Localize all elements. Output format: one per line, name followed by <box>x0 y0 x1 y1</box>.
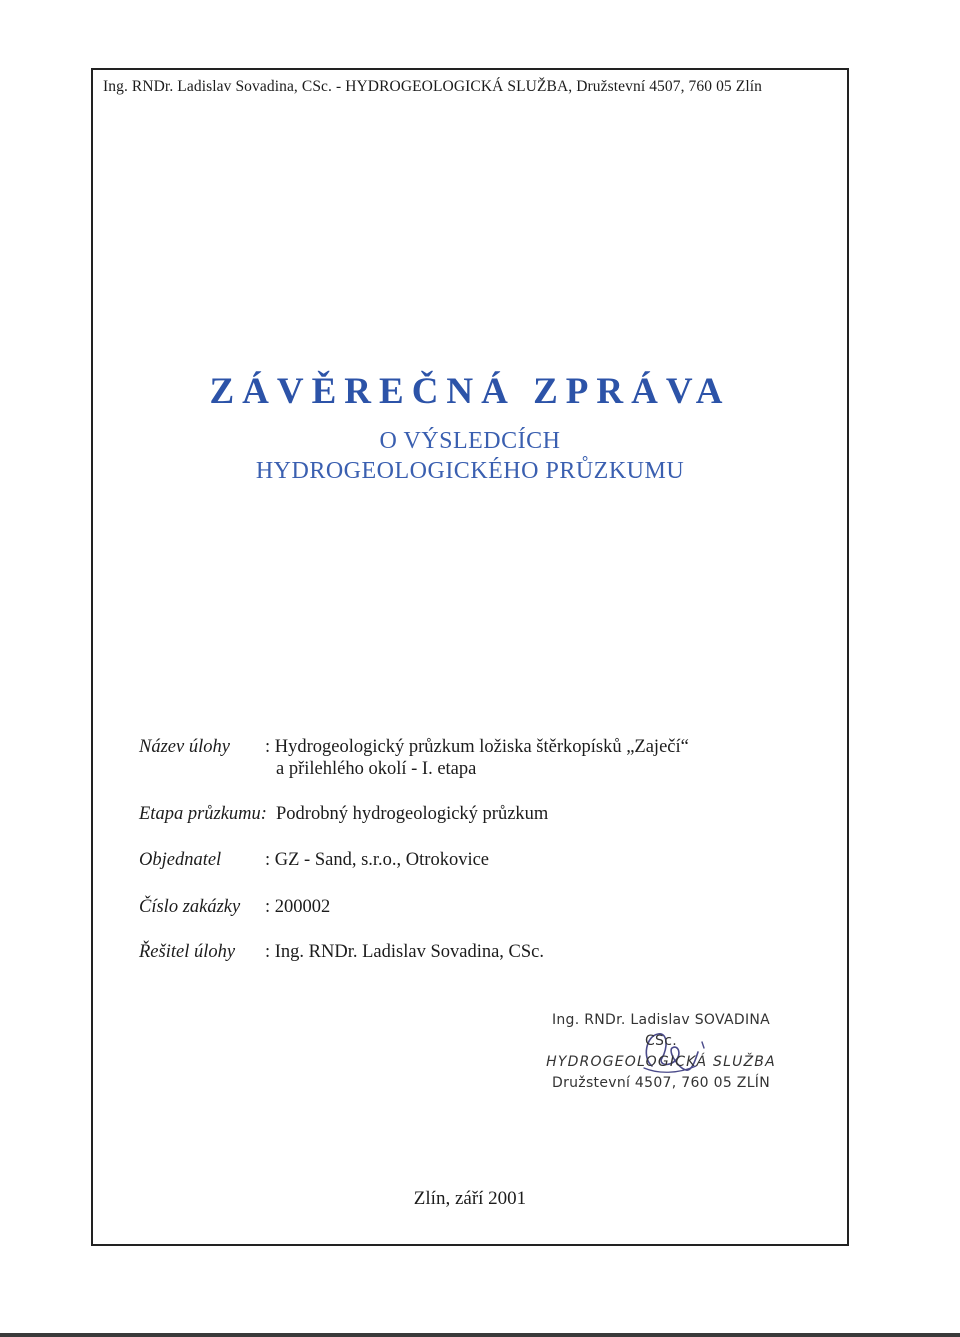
letterhead: Ing. RNDr. Ladislav Sovadina, CSc. - HYDROGEOLOGICKÁ SLUŽBA, Družstevní 4507, 760 05 Zlín <box>103 78 762 95</box>
stamp-name: Ing. RNDr. Ladislav SOVADINA CSc. <box>551 1012 771 1049</box>
report-title: ZÁVĚREČNÁ ZPRÁVA <box>209 371 731 412</box>
client-value: : GZ - Sand, s.r.o., Otrokovice <box>265 850 490 870</box>
solver-value: : Ing. RNDr. Ladislav Sovadina, CSc. <box>265 942 545 962</box>
report-subtitle-line1: O VÝSLEDCÍCH <box>379 428 561 454</box>
solver-label: Řešitel úlohy <box>139 942 236 962</box>
official-stamp <box>541 1010 781 1094</box>
report-subtitle-line2: HYDROGEOLOGICKÉHO PRŮZKUMU <box>255 458 685 484</box>
place-and-date: Zlín, září 2001 <box>413 1188 527 1209</box>
task-name-value-line2: a přilehlého okolí - I. etapa <box>276 759 477 779</box>
task-name-value-line1: : Hydrogeologický průzkum ložiska štěrkopísků „Zaječí“ <box>265 737 689 757</box>
stamp-address: Družstevní 4507, 760 05 ZLÍN <box>551 1075 770 1091</box>
client-label: Objednatel <box>139 850 222 870</box>
scan-bottom-edge <box>0 1333 960 1337</box>
task-name-label: Název úlohy <box>139 737 230 757</box>
stamp-organization: HYDROGEOLOGICKÁ SLUŽBA <box>546 1054 776 1070</box>
stage-value: Podrobný hydrogeologický průzkum <box>276 804 549 824</box>
page-frame <box>91 68 849 1246</box>
order-number-value: : 200002 <box>265 897 331 917</box>
order-number-label: Číslo zakázky <box>139 897 241 917</box>
stage-label: Etapa průzkumu: <box>139 804 267 824</box>
